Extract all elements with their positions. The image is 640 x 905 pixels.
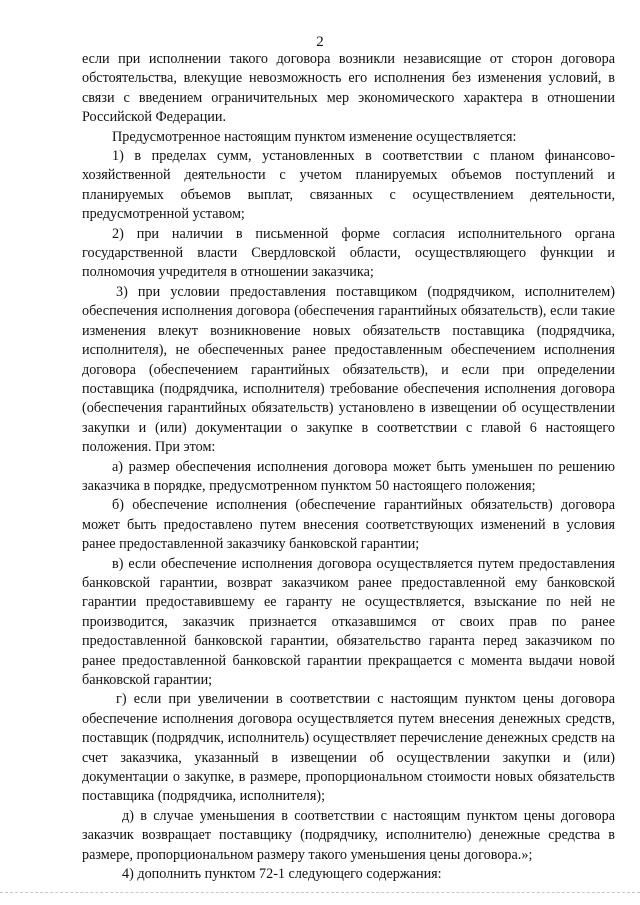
document-body — [82, 50, 615, 884]
paragraph-intro: Предусмотренное настоящим пунктом изменение осуществляется: — [112, 128, 517, 145]
scan-edge-divider — [0, 892, 640, 894]
paragraph-continuation: если при исполнении такого договора возникли независящие от сторон договора обстоятельства, влекущие невозможность его исполнения без изменения условий, в связи с введением ограничительных мер экономического характера в отношении Российской Федерации. — [82, 51, 615, 126]
sub-item-a: а) размер обеспечения исполнения договора может быть уменьшен по решению заказчика в порядке, предусмотренном пунктом 50 настоящего положения; — [82, 458, 615, 494]
sub-item-d: д) в случае уменьшения в соответствии с настоящим пунктом цены договора заказчик возвращает поставщику (подрядчику, исполнителю) денежные средства в размере, пропорциональном размеру такого уменьшения цены договора.»; — [82, 807, 615, 863]
list-item-4: 4) дополнить пунктом 72-1 следующего содержания: — [122, 866, 442, 883]
list-item-3: 3) при условии предоставления поставщиком (подрядчиком, исполнителем) обеспечения исполнения договора (обеспечения гарантийных обязательств), если такие изменения влекут возникновение новых обязательств поставщика (подрядчика, исполнителя), не обеспеченных ранее предоставленным обеспечением исполнения договора (обеспечением гарантийных обязательств), и если при определении поставщика (подрядчика, исполнителя) требование обеспечения исполнения договора (обеспечения гарантийных обязательств) установлено в извещении об осуществлении закупки и (или) документации о закупке в соответствии с главой 6 настоящего положения. При этом: — [82, 283, 615, 456]
sub-item-v: в) если обеспечение исполнения договора осуществляется путем предоставления банковской гарантии, возврат заказчиком ранее предоставленной ему банковской гарантии предоставившему ее гаранту не осуществляется, взыскание по ней не производится, заказчик признается отказавшимся от своих прав по ранее предоставленной банковской гарантии, обязательство гаранта перед заказчиком по ранее предоставленной банковской гарантии прекращается с момента выдачи новой банковской гарантии; — [82, 555, 615, 688]
sub-item-b: б) обеспечение исполнения (обеспечение гарантийных обязательств) договора может быть предоставлено путем внесения соответствующих изменений в условия ранее предоставленной заказчику банковской гарантии; — [82, 497, 615, 553]
list-item-2: 2) при наличии в письменной форме согласия исполнительного органа государственной власти Свердловской области, осуществляющего функции и полномочия учредителя в отношении заказчика; — [82, 225, 615, 281]
list-item-1: 1) в пределах сумм, установленных в соответствии с планом финансово-хозяйственной деятельности с учетом планируемых объемов поступлений и планируемых объемов выплат, связанных с осуществлением деятельности, предусмотренной уставом; — [82, 148, 615, 223]
page-number: 2 — [316, 34, 324, 50]
sub-item-g: г) если при увеличении в соответствии с настоящим пунктом цены договора обеспечение исполнения договора осуществляется путем внесения денежных средств, поставщик (подрядчик, исполнитель) осуществляет перечисление денежных средств на счет заказчика, указанный в извещении об осуществлении закупки и (или) документации о закупке, в размере, пропорциональном стоимости новых обязательств поставщика (подрядчика, исполнителя); — [82, 691, 615, 805]
